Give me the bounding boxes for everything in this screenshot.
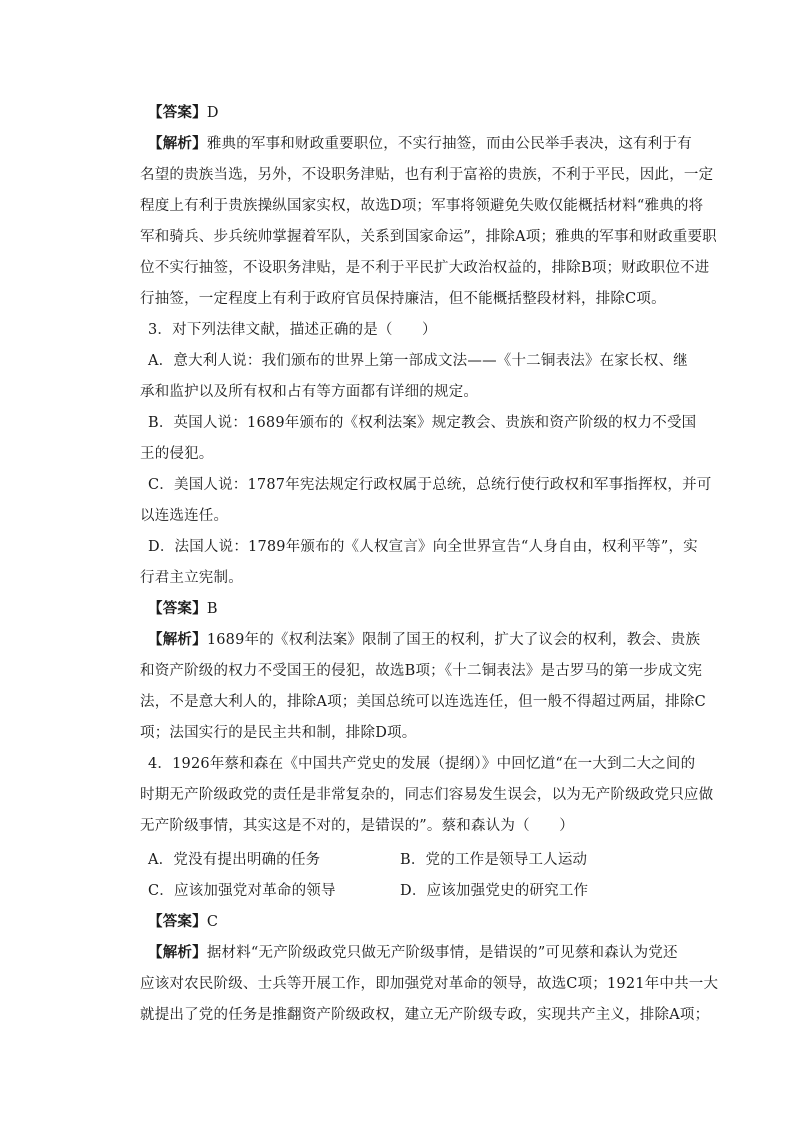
answer-value: B <box>206 601 218 617</box>
answer-tag: 【答案】 <box>148 914 207 930</box>
q4-analysis-line-2: 应该对农民阶级、士兵等开展工作，即加强党对革命的领导，故选C项；1921年中共一大 <box>140 976 719 992</box>
q4-stem-line-3: 无产阶级事情，其实这是不对的，是错误的”。蔡和森认为（ ） <box>140 818 574 834</box>
answer-tag: 【答案】 <box>148 105 207 121</box>
q4-option-a: A．党没有提出明确的任务 <box>148 852 321 868</box>
q3-option-b-line-1: B．英国人说：1689年颁布的《权利法案》规定教会、贵族和资产阶级的权力不受国 <box>148 415 697 431</box>
q3-option-c-line-2: 以连选连任。 <box>140 508 229 524</box>
q2-analysis-line-1 <box>148 134 692 154</box>
analysis-text: 1689年的《权利法案》限制了国王的权利，扩大了议会的权利，教会、贵族 <box>206 632 701 648</box>
q3-option-a-line-1: A．意大利人说：我们颁布的世界上第一部成文法——《十二铜表法》在家长权、继 <box>148 353 688 369</box>
q4-analysis-line-3: 就提出了党的任务是推翻资产阶级政权，建立无产阶级专政，实现共产主义，排除A项； <box>140 1007 710 1023</box>
analysis-tag: 【解析】 <box>148 945 207 961</box>
analysis-tag: 【解析】 <box>148 136 207 152</box>
q4-option-b: B．党的工作是领导工人运动 <box>400 852 588 868</box>
q3-answer <box>148 599 668 619</box>
q2-answer <box>148 103 668 123</box>
q3-analysis-line-3: 法，不是意大利人的，排除A项；美国总统可以连选连任，但一般不得超过两届，排除C <box>140 694 706 710</box>
analysis-text: 据材料“无产阶级政党只做无产阶级事情，是错误的”可见蔡和森认为党还 <box>206 945 678 961</box>
analysis-tag: 【解析】 <box>148 632 207 648</box>
q3-option-c-line-1: C．美国人说：1787年宪法规定行政权属于总统，总统行使行政权和军事指挥权，并可 <box>148 477 712 493</box>
q2-analysis-line-6: 行抽签，一定程度上有利于政府官员保持廉洁，但不能概括整段材料，排除C项。 <box>140 291 666 307</box>
q3-stem: 3．对下列法律文献，描述正确的是（ ） <box>148 322 437 338</box>
q4-stem-line-2: 时期无产阶级政党的责任是非常复杂的，同志们容易发生误会，以为无产阶级政党只应做 <box>140 787 714 803</box>
answer-tag: 【答案】 <box>148 601 207 617</box>
q4-option-d: D．应该加强党史的研究工作 <box>400 883 589 899</box>
answer-value: C <box>206 914 219 930</box>
q3-analysis-line-1 <box>148 630 701 650</box>
answer-value: D <box>206 105 219 121</box>
q3-option-d-line-1: D．法国人说：1789年颁布的《人权宣言》向全世界宣告“人身自由，权利平等”，实 <box>148 539 698 555</box>
q2-analysis-line-2: 名望的贵族当选，另外，不设职务津贴，也有利于富裕的贵族，不利于平民，因此，一定 <box>140 167 714 183</box>
q2-analysis-line-3: 程度上有利于贵族操纵国家实权，故选D项；军事将领避免失败仅能概括材料“雅典的将 <box>140 198 704 214</box>
q4-answer <box>148 912 668 932</box>
q4-option-c: C．应该加强党对革命的领导 <box>148 883 336 899</box>
analysis-text: 雅典的军事和财政重要职位，不实行抽签，而由公民举手表决，这有利于有 <box>206 136 692 152</box>
q3-option-b-line-2: 王的侵犯。 <box>140 446 214 462</box>
q4-stem-line-1: 4．1926年蔡和森在《中国共产党史的发展（提纲）》中回忆道“在一大到二大之间的 <box>148 756 696 772</box>
q3-option-a-line-2: 承和监护以及所有权和占有等方面都有详细的规定。 <box>140 384 479 400</box>
q3-analysis-line-2: 和资产阶级的权力不受国王的侵犯，故选B项；《十二铜表法》是古罗马的第一步成文宪 <box>140 663 703 679</box>
q2-analysis-line-4: 军和骑兵、步兵统帅掌握着军队，关系到国家命运”，排除A项；雅典的军事和财政重要职 <box>140 229 717 245</box>
q3-option-d-line-2: 行君主立宪制。 <box>140 570 243 586</box>
q2-analysis-line-5: 位不实行抽签，不设职务津贴，是不利于平民扩大政治权益的，排除B项；财政职位不进 <box>140 260 710 276</box>
q4-analysis-line-1 <box>148 943 678 963</box>
q3-analysis-line-4: 项；法国实行的是民主共和制，排除D项。 <box>140 725 417 741</box>
